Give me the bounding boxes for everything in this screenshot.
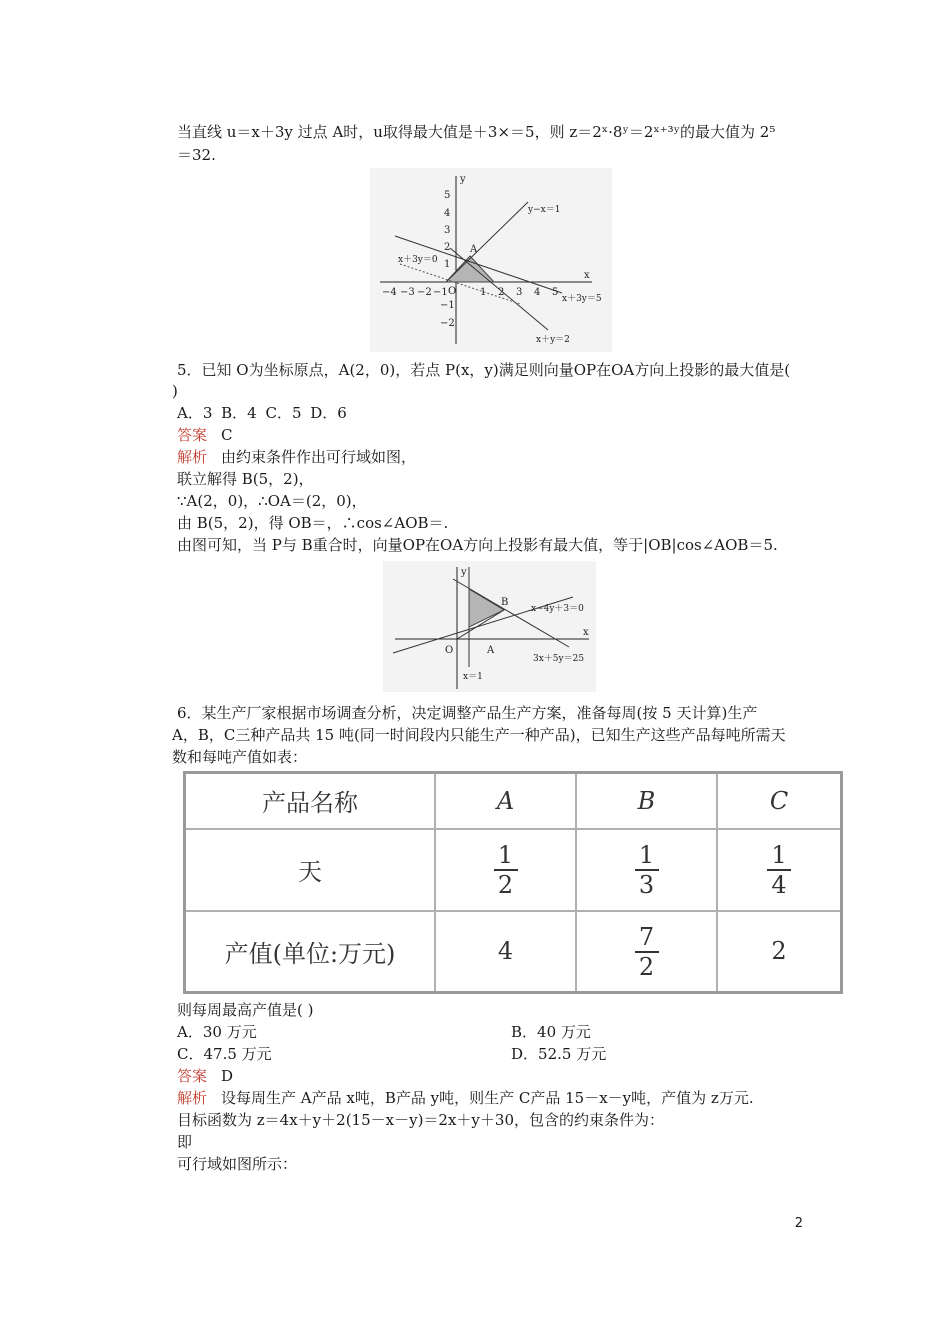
- figure-1: [370, 168, 612, 352]
- line-label: x＋y＝2: [536, 335, 570, 345]
- table-header: 产品名称: [185, 773, 436, 829]
- q5-analysis-line: 联立解得 B(5，2)，: [177, 470, 314, 488]
- page-number: 2: [794, 1216, 803, 1231]
- x-tick: 3: [516, 287, 523, 298]
- y-tick: 1: [444, 259, 451, 270]
- table-cell: 2: [717, 911, 842, 993]
- x-tick: −1: [433, 287, 448, 298]
- y-tick: 2: [444, 242, 451, 253]
- table-row: [185, 911, 842, 993]
- analysis-label: 解析: [177, 448, 208, 466]
- q6-option-c: C．47.5 万元: [177, 1045, 272, 1063]
- y-tick: 5: [444, 190, 451, 201]
- q6-analysis-row: [177, 1088, 754, 1108]
- point-a-label: A: [487, 645, 495, 656]
- q5-analysis-line: 由图可知，当 P与 B重合时，向量OP在OA方向上投影有最大值，等于|OB|cos∠AOB＝5.: [177, 536, 778, 554]
- x-tick: −3: [400, 287, 415, 298]
- line-label: x＝1: [463, 672, 483, 682]
- table-header: A: [435, 773, 576, 829]
- feasible-region: [446, 256, 494, 282]
- y-tick: 3: [444, 225, 451, 236]
- line-label: 3x＋5y＝25: [533, 654, 585, 664]
- fraction: [767, 842, 791, 898]
- q6-stem-line-3: 数和每吨产值如表：: [172, 748, 308, 766]
- answer-value: D: [221, 1067, 234, 1085]
- q5-answer-row: [177, 425, 233, 445]
- x-tick: −2: [417, 287, 432, 298]
- figure-2: [383, 561, 596, 692]
- analysis-text: 设每周生产 A产品 x吨，B产品 y吨，则生产 C产品 15－x－y吨，产值为 z万元.: [221, 1089, 754, 1107]
- origin-label: O: [448, 286, 457, 297]
- q6-answer-row: [177, 1066, 233, 1086]
- table-cell: 4: [435, 911, 576, 993]
- x-tick: 4: [534, 287, 541, 298]
- table-cell: [435, 829, 576, 911]
- table-header: C: [717, 773, 842, 829]
- fraction: [635, 842, 659, 898]
- numerator: 7: [638, 922, 655, 951]
- y-axis-label: y: [461, 567, 467, 578]
- y-axis-label: y: [460, 174, 466, 185]
- q5-analysis-line: 由 B(5，2)，得 OB＝，∴cos∠AOB＝.: [177, 514, 449, 532]
- q6-option-a: A．30 万元: [177, 1023, 257, 1041]
- q5-analysis-line: ∵A(2，0)，∴OA＝(2，0)，: [177, 492, 367, 510]
- row-label: 产值(单位:万元): [185, 911, 436, 993]
- analysis-label: 解析: [177, 1089, 208, 1107]
- intro-line-2: ＝32.: [177, 146, 216, 164]
- x-tick: 2: [498, 287, 505, 298]
- numerator: 1: [638, 841, 655, 869]
- product-table: [183, 771, 843, 994]
- x-tick: 5: [552, 287, 559, 298]
- y-tick: −1: [440, 300, 455, 311]
- table-header-row: [185, 773, 842, 829]
- answer-value: C: [221, 426, 233, 444]
- table-header: B: [576, 773, 717, 829]
- q5-analysis-row: [177, 447, 416, 467]
- line-label: y−x＝1: [528, 205, 561, 215]
- analysis-text: 由约束条件作出可行域如图，: [221, 448, 417, 466]
- answer-label: 答案: [177, 426, 208, 444]
- line-label: x＋3y＝0: [398, 255, 438, 265]
- q6-option-d: D．52.5 万元: [511, 1045, 607, 1063]
- line-y-minus-x: [446, 202, 528, 282]
- table-cell: [576, 911, 717, 993]
- q5-stem-line-1: 5．已知 O为坐标原点，A(2，0)，若点 P(x，y)满足则向量OP在OA方向上投影的最大值是(: [177, 361, 791, 379]
- q6-question: 则每周最高产值是( ): [177, 1001, 314, 1019]
- x-tick: 1: [480, 287, 487, 298]
- table-cell: [717, 829, 842, 911]
- origin-label: O: [445, 645, 454, 656]
- denominator: 3: [638, 871, 655, 899]
- intro-line-1: 当直线 u＝x＋3y 过点 A时，u取得最大值是＋3×＝5，则 z＝2ˣ·8ʸ＝2ˣ⁺³ʸ的最大值为 2⁵: [177, 123, 776, 141]
- q6-stem-line-1: 6．某生产厂家根据市场调查分析，决定调整产品生产方案，准备每周(按 5 天计算)生产: [177, 704, 758, 722]
- x-axis-label: x: [583, 627, 589, 638]
- line-label: x＋3y＝5: [562, 294, 602, 304]
- table-cell: [576, 829, 717, 911]
- q6-analysis-line: 目标函数为 z＝4x＋y＋2(15－x－y)＝2x＋y＋30，包含的约束条件为：: [177, 1111, 664, 1129]
- q5-stem-line-2: ): [172, 382, 178, 400]
- numerator: 1: [771, 841, 787, 869]
- numerator: 1: [497, 841, 514, 869]
- q6-option-b: B．40 万元: [511, 1023, 591, 1041]
- fraction: [635, 924, 659, 980]
- y-tick: −2: [440, 318, 455, 329]
- denominator: 2: [638, 952, 655, 981]
- q5-options: A．3 B．4 C．5 D．6: [177, 404, 347, 422]
- line-label: x−4y＋3＝0: [531, 604, 584, 614]
- answer-label: 答案: [177, 1067, 208, 1085]
- fraction: [494, 842, 518, 898]
- x-tick: −4: [382, 287, 397, 298]
- table-row: [185, 829, 842, 911]
- y-tick: 4: [444, 208, 451, 219]
- point-b-label: B: [501, 597, 509, 608]
- denominator: 4: [771, 871, 787, 899]
- q6-analysis-line: 即: [177, 1133, 193, 1151]
- denominator: 2: [497, 871, 514, 899]
- q6-stem-line-2: A，B，C三种产品共 15 吨(同一时间段内只能生产一种产品)，已知生产这些产品每吨所需天: [172, 726, 786, 744]
- q6-analysis-line: 可行域如图所示：: [177, 1155, 298, 1173]
- point-a-label: A: [470, 244, 478, 255]
- x-axis-label: x: [584, 270, 590, 281]
- row-label: 天: [185, 829, 436, 911]
